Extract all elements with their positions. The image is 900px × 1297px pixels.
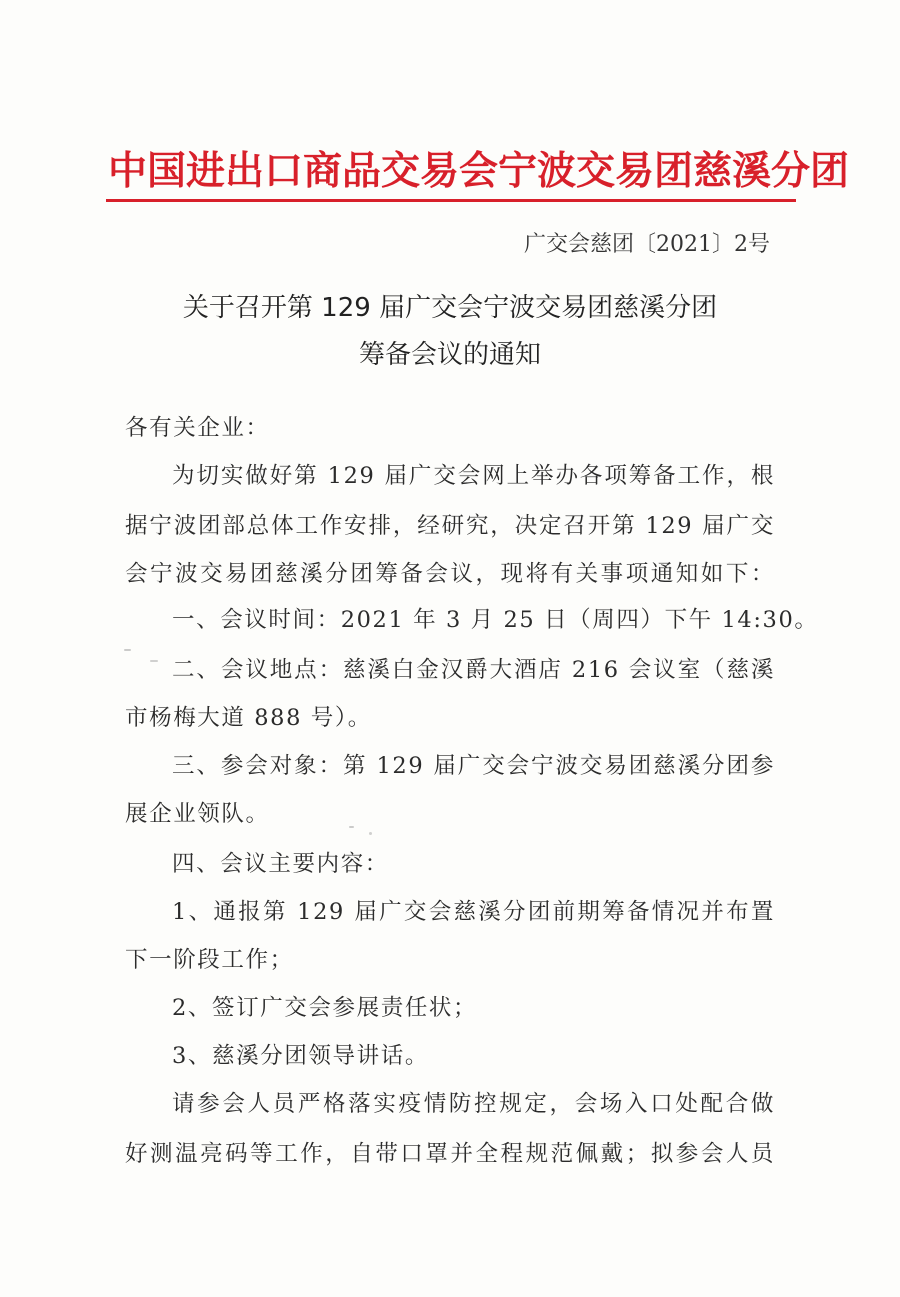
item-attendees-line-1: 三、参会对象：第 129 届广交会宁波交易团慈溪分团参 — [172, 753, 775, 779]
item-meeting-place-line-2: 市杨梅大道 888 号）。 — [125, 705, 372, 731]
agenda-item-3: 3、慈溪分团领导讲话。 — [172, 1043, 429, 1069]
intro-line-3: 会宁波交易团慈溪分团筹备会议，现将有关事项通知如下： — [125, 561, 775, 587]
scan-speck — [124, 649, 131, 651]
scan-speck — [150, 660, 158, 662]
item-attendees-line-2: 展企业领队。 — [125, 801, 270, 827]
notice-title-line-2: 筹备会议的通知 — [358, 340, 541, 370]
notice-title-line-1: 关于召开第 129 届广交会宁波交易团慈溪分团 — [182, 293, 718, 323]
intro-line-2: 据宁波团部总体工作安排，经研究，决定召开第 129 届广交 — [125, 513, 775, 539]
salutation: 各有关企业： — [125, 415, 270, 441]
letterhead-org-name: 中国进出口商品交易会宁波交易团慈溪分团 — [108, 149, 850, 194]
item-meeting-time: 一、会议时间：2021 年 3 月 25 日（周四）下午 14:30。 — [172, 607, 819, 633]
document-number: 广交会慈团〔2021〕2号 — [524, 232, 770, 257]
intro-line-1: 为切实做好第 129 届广交会网上举办各项筹备工作，根 — [172, 463, 775, 489]
item-meeting-place-line-1: 二、会议地点：慈溪白金汉爵大酒店 216 会议室（慈溪 — [172, 657, 775, 683]
closing-line-2: 好测温亮码等工作，自带口罩并全程规范佩戴；拟参会人员 — [125, 1141, 775, 1167]
agenda-item-1-line-1: 1、通报第 129 届广交会慈溪分团前期筹备情况并布置 — [172, 899, 775, 925]
scan-speck — [369, 832, 372, 835]
scan-speck — [349, 826, 354, 828]
closing-line-1: 请参会人员严格落实疫情防控规定，会场入口处配合做 — [172, 1091, 775, 1117]
agenda-item-2: 2、签订广交会参展责任状； — [172, 995, 478, 1021]
letterhead-red-rule — [106, 199, 796, 202]
agenda-item-1-line-2: 下一阶段工作； — [125, 947, 294, 973]
item-agenda-heading: 四、会议主要内容： — [172, 851, 389, 877]
